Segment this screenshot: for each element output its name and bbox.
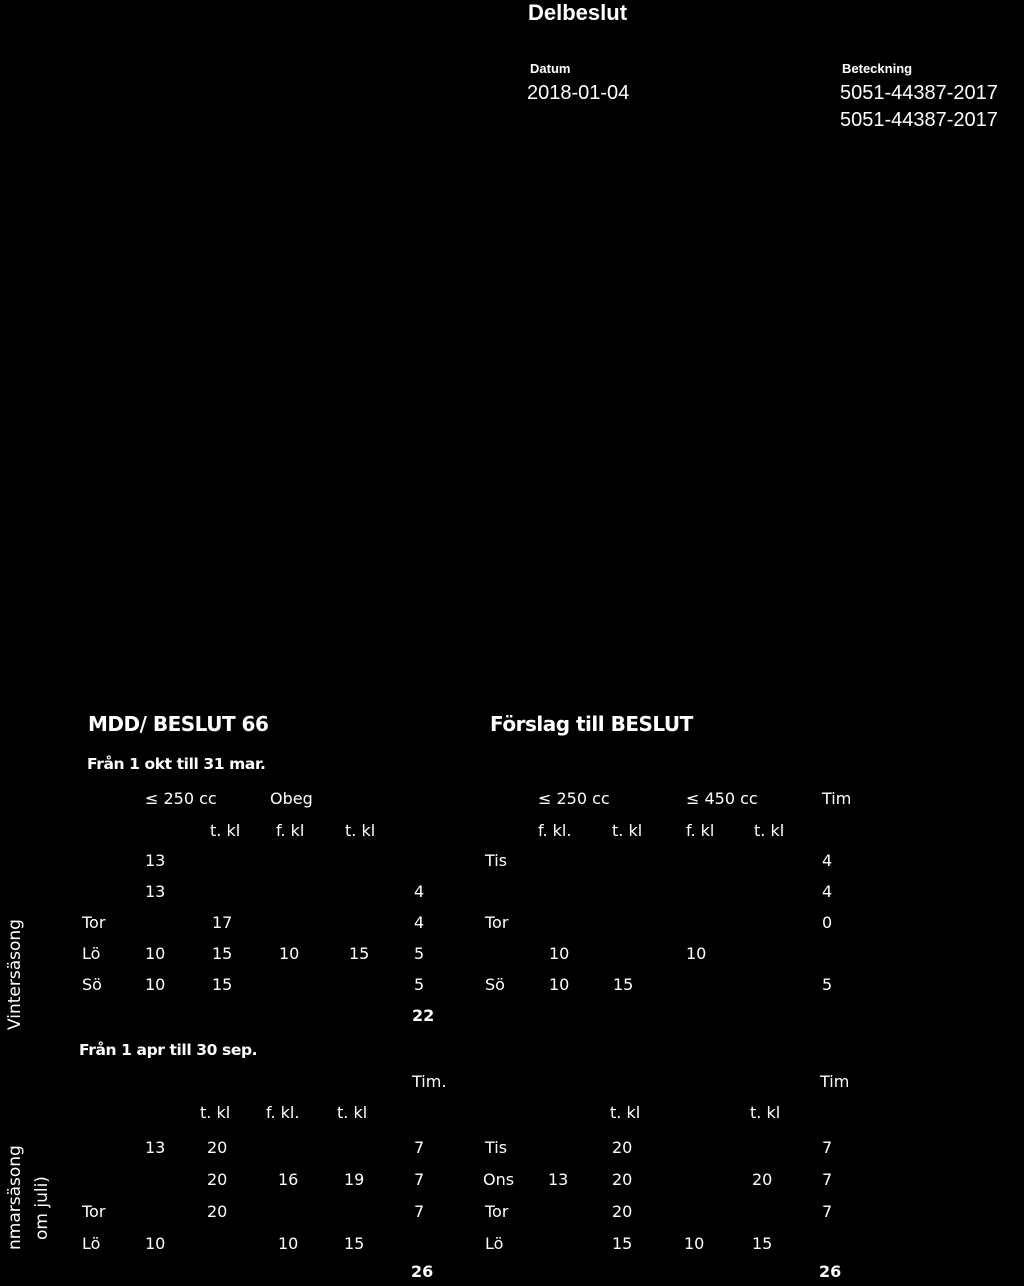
right-s-cell: 20 — [612, 1170, 633, 1189]
right-w-tim: 4 — [822, 851, 833, 870]
left-winter-total: 22 — [412, 1006, 435, 1025]
left-w-cell: 15 — [349, 944, 370, 963]
right-s-cell: 15 — [752, 1234, 773, 1253]
left-s-col-tkl: t. kl — [200, 1103, 231, 1122]
right-summer-total: 26 — [819, 1262, 842, 1281]
right-w-cell: 15 — [613, 975, 634, 994]
right-s-tim: 7 — [822, 1202, 833, 1221]
left-s-cell: 19 — [344, 1170, 365, 1189]
left-w-cell: 10 — [145, 944, 166, 963]
right-s-col-tim: Tim — [820, 1072, 850, 1091]
left-w-day: Sö — [82, 975, 102, 994]
left-w-tim: 5 — [414, 975, 425, 994]
left-s-day: Tor — [82, 1202, 106, 1221]
left-s-col-fkl: f. kl. — [266, 1103, 300, 1122]
left-w-cell: 15 — [212, 975, 233, 994]
right-s-tim: 7 — [822, 1138, 833, 1157]
left-winter-period: Från 1 okt till 31 mar. — [87, 755, 266, 773]
datum-value: 2018-01-04 — [527, 82, 630, 104]
right-w-cell: 10 — [686, 944, 707, 963]
right-w-tim: 0 — [822, 913, 833, 932]
right-heading: Förslag till BESLUT — [490, 712, 693, 736]
left-s-cell: 20 — [207, 1202, 228, 1221]
left-heading: MDD/ BESLUT 66 — [88, 712, 269, 736]
left-col-tkl: t. kl — [210, 821, 241, 840]
right-s-col-tkl: t. kl — [610, 1103, 641, 1122]
left-s-cell: 20 — [207, 1170, 228, 1189]
right-col-tkl: t. kl — [612, 821, 643, 840]
right-s-day: Tis — [485, 1138, 508, 1157]
left-col-obeg: Obeg — [270, 789, 313, 808]
right-s-tim: 7 — [822, 1170, 833, 1189]
right-col-tim: Tim — [822, 789, 852, 808]
left-w-cell: 13 — [145, 851, 166, 870]
right-w-tim: 4 — [822, 882, 833, 901]
right-col-fkl-2: f. kl — [686, 821, 715, 840]
right-s-cell: 20 — [612, 1202, 633, 1221]
left-s-col-tkl-2: t. kl — [337, 1103, 368, 1122]
right-s-day: Lö — [485, 1234, 504, 1253]
left-col-250cc: ≤ 250 cc — [145, 789, 217, 808]
summer-season-sublabel: om juli) — [32, 1176, 52, 1240]
left-s-cell: 13 — [145, 1138, 166, 1157]
left-summer-total: 26 — [411, 1262, 434, 1281]
right-s-cell: 13 — [548, 1170, 569, 1189]
left-s-cell: 20 — [207, 1138, 228, 1157]
right-s-cell: 20 — [612, 1138, 633, 1157]
left-col-tim: Tim. — [412, 1072, 447, 1091]
left-col-fkl: f. kl — [276, 821, 305, 840]
left-summer-period: Från 1 apr till 30 sep. — [79, 1041, 258, 1059]
right-w-day: Tor — [485, 913, 509, 932]
winter-season-label: Vintersäsong — [5, 919, 25, 1030]
beteckning-label: Beteckning — [842, 61, 913, 76]
right-col-fkl: f. kl. — [538, 821, 572, 840]
datum-label: Datum — [530, 61, 571, 76]
left-s-tim: 7 — [414, 1202, 425, 1221]
left-w-cell: 10 — [145, 975, 166, 994]
left-s-cell: 10 — [278, 1234, 299, 1253]
left-w-tim: 4 — [414, 882, 425, 901]
left-s-tim: 7 — [414, 1138, 425, 1157]
left-s-cell: 10 — [145, 1234, 166, 1253]
left-w-cell: 17 — [212, 913, 233, 932]
left-w-tim: 5 — [414, 944, 425, 963]
right-s-day: Ons — [483, 1170, 515, 1189]
left-w-day: Lö — [82, 944, 101, 963]
right-w-day: Sö — [485, 975, 505, 994]
right-w-day: Tis — [485, 851, 508, 870]
right-col-tkl-2: t. kl — [754, 821, 785, 840]
right-s-cell: 20 — [752, 1170, 773, 1189]
summer-season-label: nmarsäsong — [5, 1145, 25, 1250]
beteckning-value-2: 5051-44387-2017 — [840, 109, 998, 131]
left-s-cell: 15 — [344, 1234, 365, 1253]
beteckning-value: 5051-44387-2017 — [840, 82, 998, 104]
right-s-cell: 15 — [612, 1234, 633, 1253]
left-s-cell: 16 — [278, 1170, 299, 1189]
right-col-450cc: ≤ 450 cc — [686, 789, 758, 808]
left-w-tim: 4 — [414, 913, 425, 932]
left-col-tkl-2: t. kl — [345, 821, 376, 840]
right-w-cell: 10 — [549, 944, 570, 963]
right-s-cell: 10 — [684, 1234, 705, 1253]
left-w-cell: 10 — [279, 944, 300, 963]
left-w-cell: 15 — [212, 944, 233, 963]
right-w-tim: 5 — [822, 975, 833, 994]
left-w-cell: 13 — [145, 882, 166, 901]
left-w-day: Tor — [82, 913, 106, 932]
right-s-day: Tor — [485, 1202, 509, 1221]
left-s-day: Lö — [82, 1234, 101, 1253]
right-s-col-tkl-2: t. kl — [750, 1103, 781, 1122]
left-s-tim: 7 — [414, 1170, 425, 1189]
document-title: Delbeslut — [528, 0, 628, 25]
right-w-cell: 10 — [549, 975, 570, 994]
right-col-250cc: ≤ 250 cc — [538, 789, 610, 808]
